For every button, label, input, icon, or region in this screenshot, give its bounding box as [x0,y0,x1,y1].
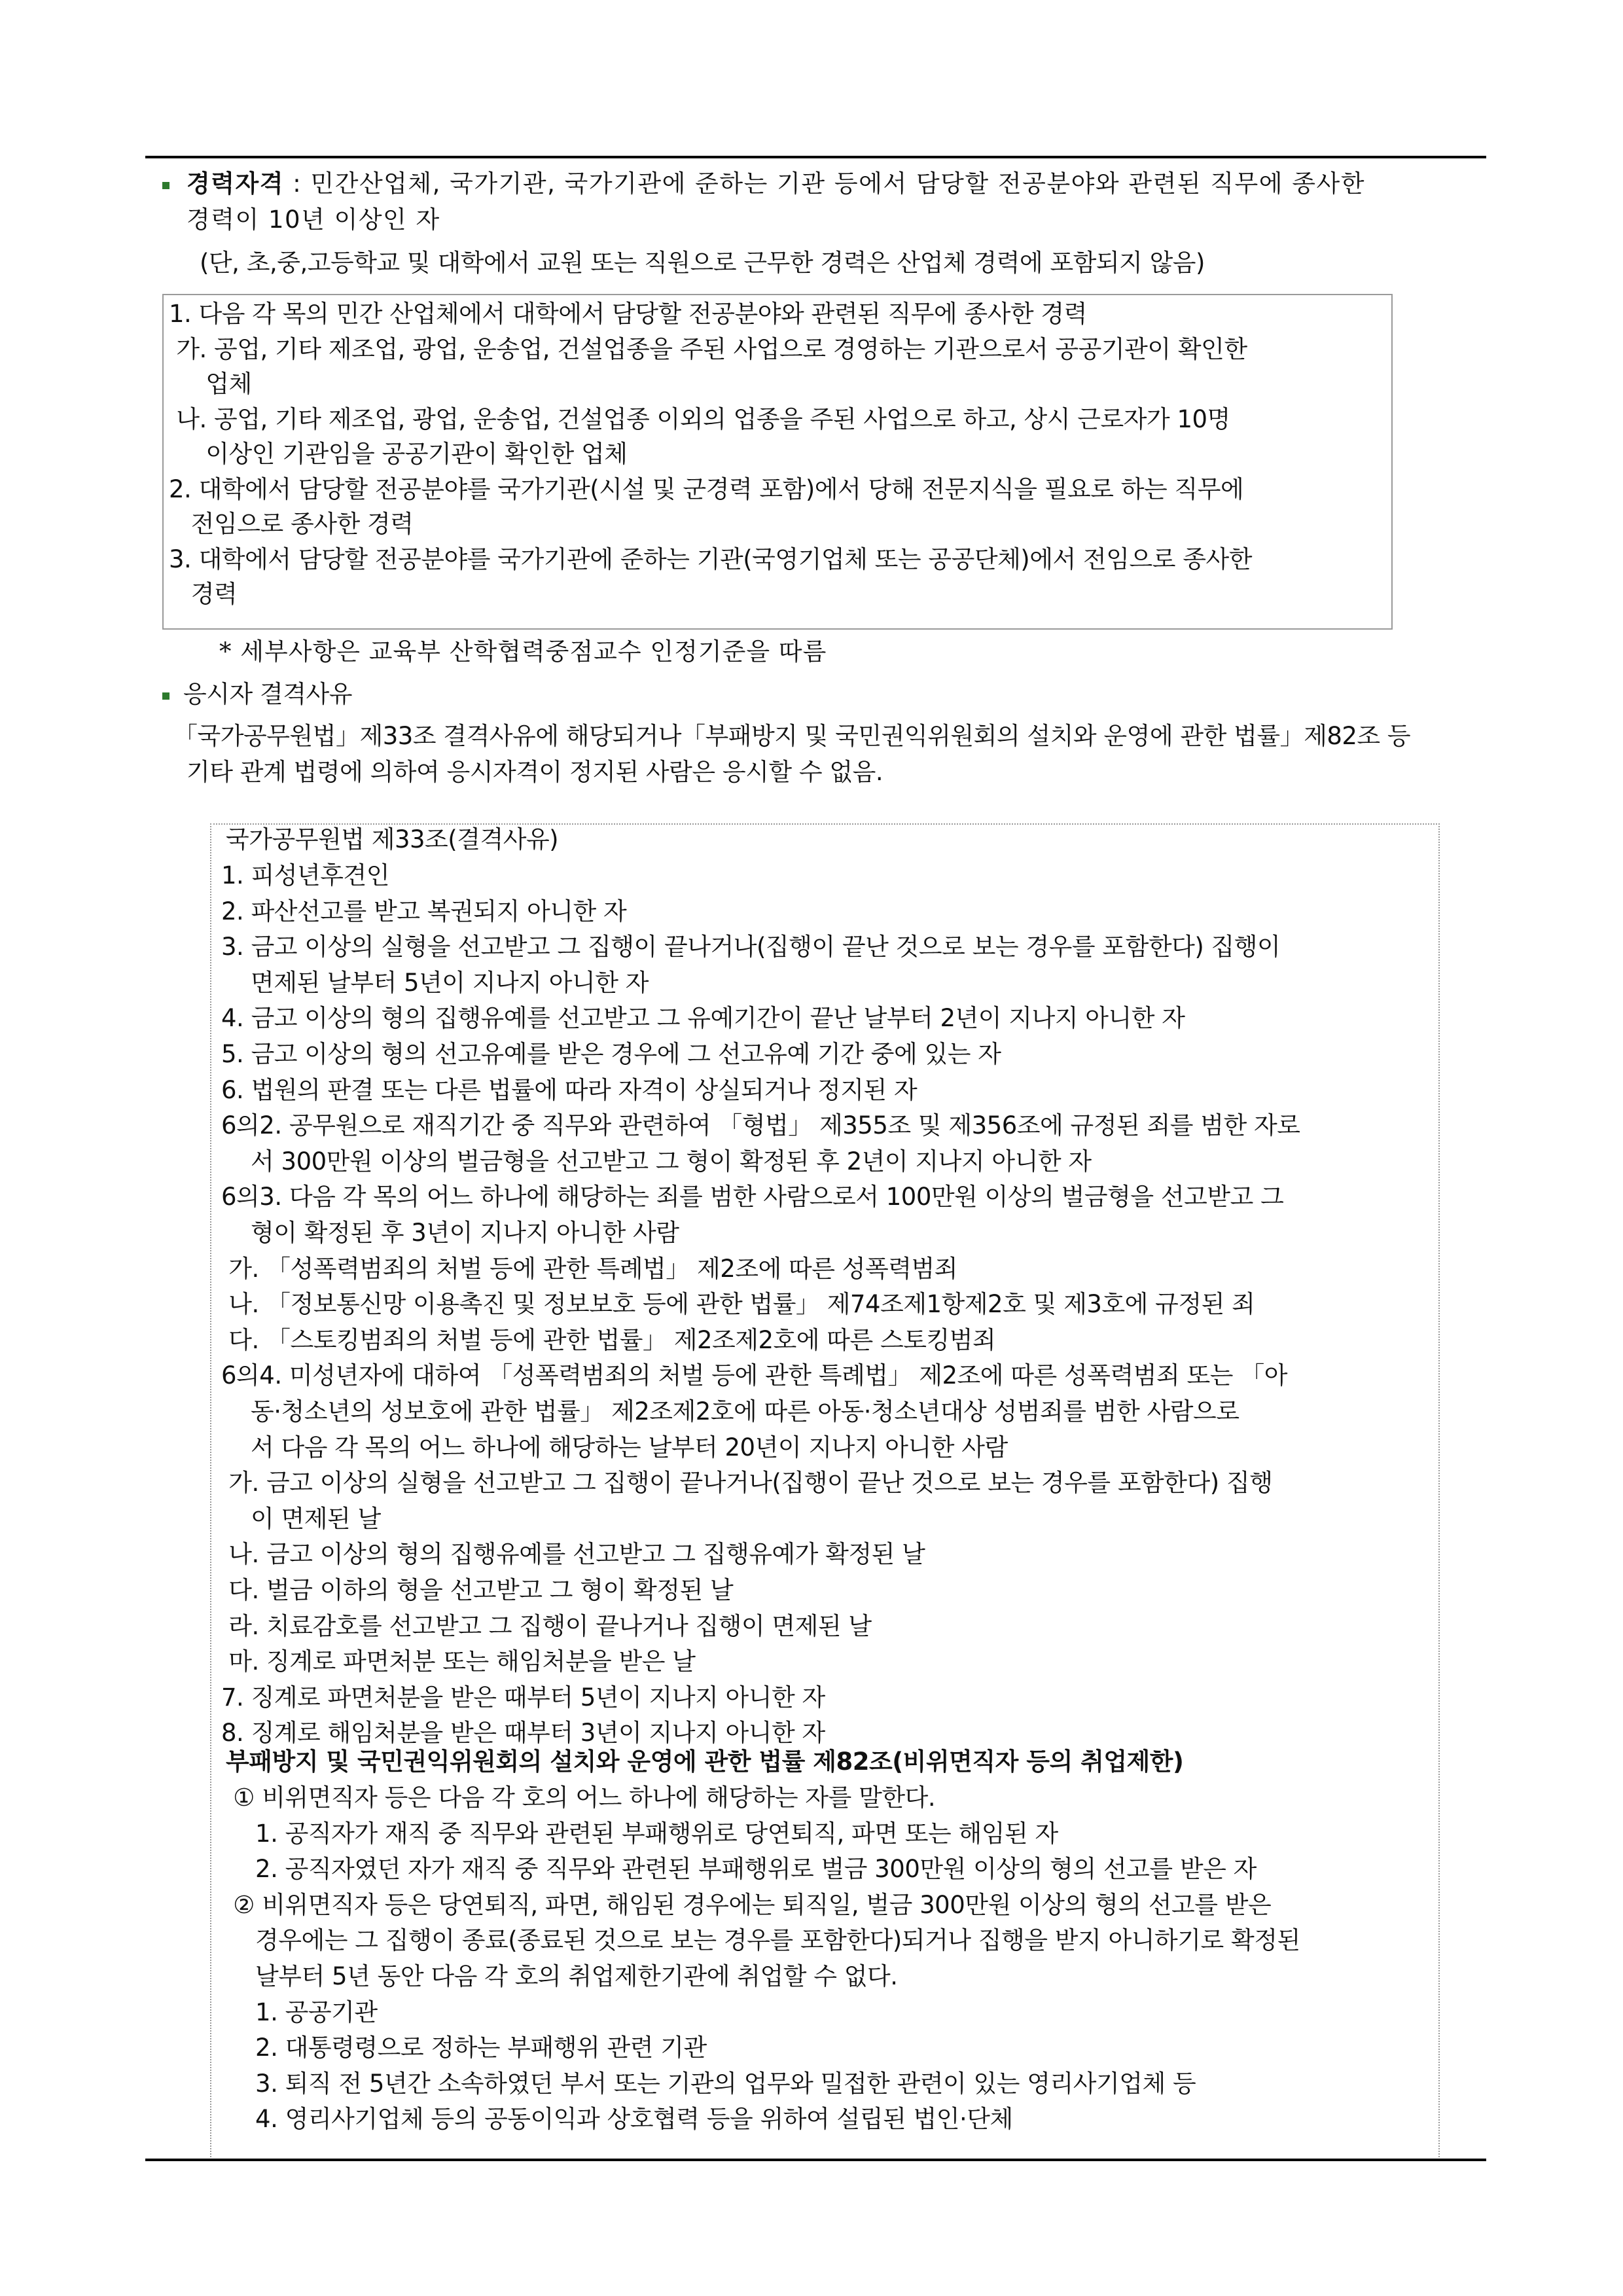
bullet-icon [162,692,169,700]
list-item: 2. 대통령령으로 정하는 부패행위 관련 기관 [226,2034,707,2062]
footnote: * 세부사항은 교육부 산학협력중점교수 인정기준을 따름 [219,637,827,666]
list-item: 2. 공직자였던 자가 재직 중 직무와 관련된 부패행위로 벌금 300만원 이상의 형의 선고를 받은 자 [226,1855,1257,1884]
list-item: 3. 대학에서 담당할 전공분야를 국가기관에 준하는 기관(국영기업체 또는 공공단체)에서 전임으로 종사한 [169,545,1252,573]
top-rule [145,156,1486,158]
qualification-note: (단, 초,중,고등학교 및 대학에서 교원 또는 직원으로 근무한 경력은 산업체 경력에 포함되지 않음) [200,249,1205,277]
qualification-line-1 [187,166,1365,202]
list-item: 1. 피성년후견인 [221,861,390,889]
list-item: 6의2. 공무원으로 재직기간 중 직무와 관련하여 「형법」 제355조 및 제356조에 규정된 죄를 범한 자로 [221,1111,1300,1140]
list-item: 이상인 기관임을 공공기관이 확인한 업체 [169,440,628,468]
qualification-line-2: 경력이 10년 이상인 자 [187,206,440,234]
list-item: 가. 공업, 기타 제조업, 광업, 운송업, 건설업종을 주된 사업으로 경영하는 기관으로서 공공기관이 확인한 [169,334,1247,363]
list-item: 마. 징계로 파면처분 또는 해임처분을 받은 날 [221,1647,696,1676]
list-item: 6의4. 미성년자에 대하여 「성폭력범죄의 처벌 등에 관한 특례법」 제2조에 따른 성폭력범죄 또는 「아 [221,1361,1287,1390]
list-item: 면제된 날부터 5년이 지나지 아니한 자 [221,968,649,997]
list-item: 2. 대학에서 담당할 전공분야를 국가기관(시설 및 군경력 포함)에서 당해 전문지식을 필요로 하는 직무에 [169,475,1244,503]
list-item: 8. 징계로 해임처분을 받은 때부터 3년이 지나지 아니한 자 [221,1719,825,1748]
disqualification-line-2: 기타 관계 법령에 의하여 응시자격이 정지된 사람은 응시할 수 없음. [187,758,883,786]
list-item: 업체 [169,370,252,398]
list-item: 경력 [169,580,238,608]
list-item: 가. 금고 이상의 실형을 선고받고 그 집행이 끝나거나(집행이 끝난 것으로 보는 경우를 포함한다) 집행 [221,1469,1273,1498]
list-item: 6. 법원의 판결 또는 다른 법률에 따라 자격이 상실되거나 정지된 자 [221,1075,918,1104]
list-item: 날부터 5년 동안 다음 각 호의 취업제한기관에 취업할 수 없다. [226,1962,898,1990]
list-item: 이 면제된 날 [221,1504,381,1533]
list-item: 전임으로 종사한 경력 [169,510,414,538]
list-item: 4. 영리사기업체 등의 공동이익과 상호협력 등을 위하여 설립된 법인·단체 [226,2105,1013,2134]
bullet-icon [162,182,169,189]
list-item: 가. 「성폭력범죄의 처벌 등에 관한 특례법」 제2조에 따른 성폭력범죄 [221,1254,957,1283]
list-item: 1. 공공기관 [226,1998,378,2026]
list-item: 1. 다음 각 목의 민간 산업체에서 대학에서 담당할 전공분야와 관련된 직무에 종사한 경력 [169,300,1087,328]
list-item: 3. 금고 이상의 실형을 선고받고 그 집행이 끝나거나(집행이 끝난 것으로 보는 경우를 포함한다) 집행이 [221,933,1281,961]
list-item: 경우에는 그 집행이 종료(종료된 것으로 보는 경우를 포함한다)되거나 집행을 받지 아니하기로 확정된 [226,1926,1300,1955]
list-item: 2. 파산선고를 받고 복권되지 아니한 자 [221,897,627,925]
qualification-heading: 경력자격 [187,170,284,198]
list-item: 서 다음 각 목의 어느 하나에 해당하는 날부터 20년이 지나지 아니한 사람 [221,1433,1008,1462]
list-item: 나. 금고 이상의 형의 집행유예를 선고받고 그 집행유예가 확정된 날 [221,1540,925,1569]
list-item: 동·청소년의 성보호에 관한 법률」 제2조제2호에 따른 아동·청소년대상 성범죄를 범한 사람으로 [221,1397,1240,1426]
list-item: 4. 금고 이상의 형의 집행유예를 선고받고 그 유예기간이 끝난 날부터 2년이 지나지 아니한 자 [221,1004,1185,1033]
list-item: 나. 「정보통신망 이용촉진 및 정보보호 등에 관한 법률」 제74조제1항제2호 및 제3호에 규정된 죄 [221,1290,1255,1319]
list-item: ② 비위면직자 등은 당연퇴직, 파면, 해임된 경우에는 퇴직일, 벌금 300만원 이상의 형의 선고를 받은 [226,1890,1272,1919]
list-item: 5. 금고 이상의 형의 선고유예를 받은 경우에 그 선고유예 기간 중에 있는 자 [221,1040,1001,1068]
list-item: 다. 「스토킹범죄의 처벌 등에 관한 법률」 제2조제2호에 따른 스토킹범죄 [221,1325,996,1354]
disqualification-line-1: 「국가공무원법」제33조 결격사유에 해당되거나「부패방지 및 국민권익위원회의 설치와 운영에 관한 법률」제82조 등 [173,722,1411,750]
list-item: 서 300만원 이상의 벌금형을 선고받고 그 형이 확정된 후 2년이 지나지 아니한 자 [221,1147,1092,1175]
list-item: 나. 공업, 기타 제조업, 광업, 운송업, 건설업종 이외의 업종을 주된 사업으로 하고, 상시 근로자가 10명 [169,404,1230,433]
list-item: 라. 치료감호를 선고받고 그 집행이 끝나거나 집행이 면제된 날 [221,1611,872,1640]
list-item: ① 비위면직자 등은 다음 각 호의 어느 하나에 해당하는 자를 말한다. [226,1784,936,1812]
list-item: 형이 확정된 후 3년이 지나지 아니한 사람 [221,1219,679,1247]
bottom-rule [145,2159,1486,2161]
list-item: 3. 퇴직 전 5년간 소속하였던 부서 또는 기관의 업무와 밀접한 관련이 있는 영리사기업체 등 [226,2069,1196,2098]
list-item: 1. 공직자가 재직 중 직무와 관련된 부패행위로 당연퇴직, 파면 또는 해임된 자 [226,1819,1058,1848]
law-33-title: 국가공무원법 제33조(결격사유) [226,825,559,853]
disqualification-heading: 응시자 결격사유 [183,680,352,708]
list-item: 6의3. 다음 각 목의 어느 하나에 해당하는 죄를 범한 사람으로서 100만원 이상의 벌금형을 선고받고 그 [221,1183,1284,1211]
law-82-title: 부패방지 및 국민권익위원회의 설치와 운영에 관한 법률 제82조(비위면직자 등의 취업제한) [226,1748,1184,1776]
list-item: 7. 징계로 파면처분을 받은 때부터 5년이 지나지 아니한 자 [221,1683,825,1712]
qualification-text: : 민간산업체, 국가기관, 국가기관에 준하는 기관 등에서 담당할 전공분야와 관련된 직무에 종사한 [283,170,1366,198]
list-item: 다. 벌금 이하의 형을 선고받고 그 형이 확정된 날 [221,1576,734,1604]
